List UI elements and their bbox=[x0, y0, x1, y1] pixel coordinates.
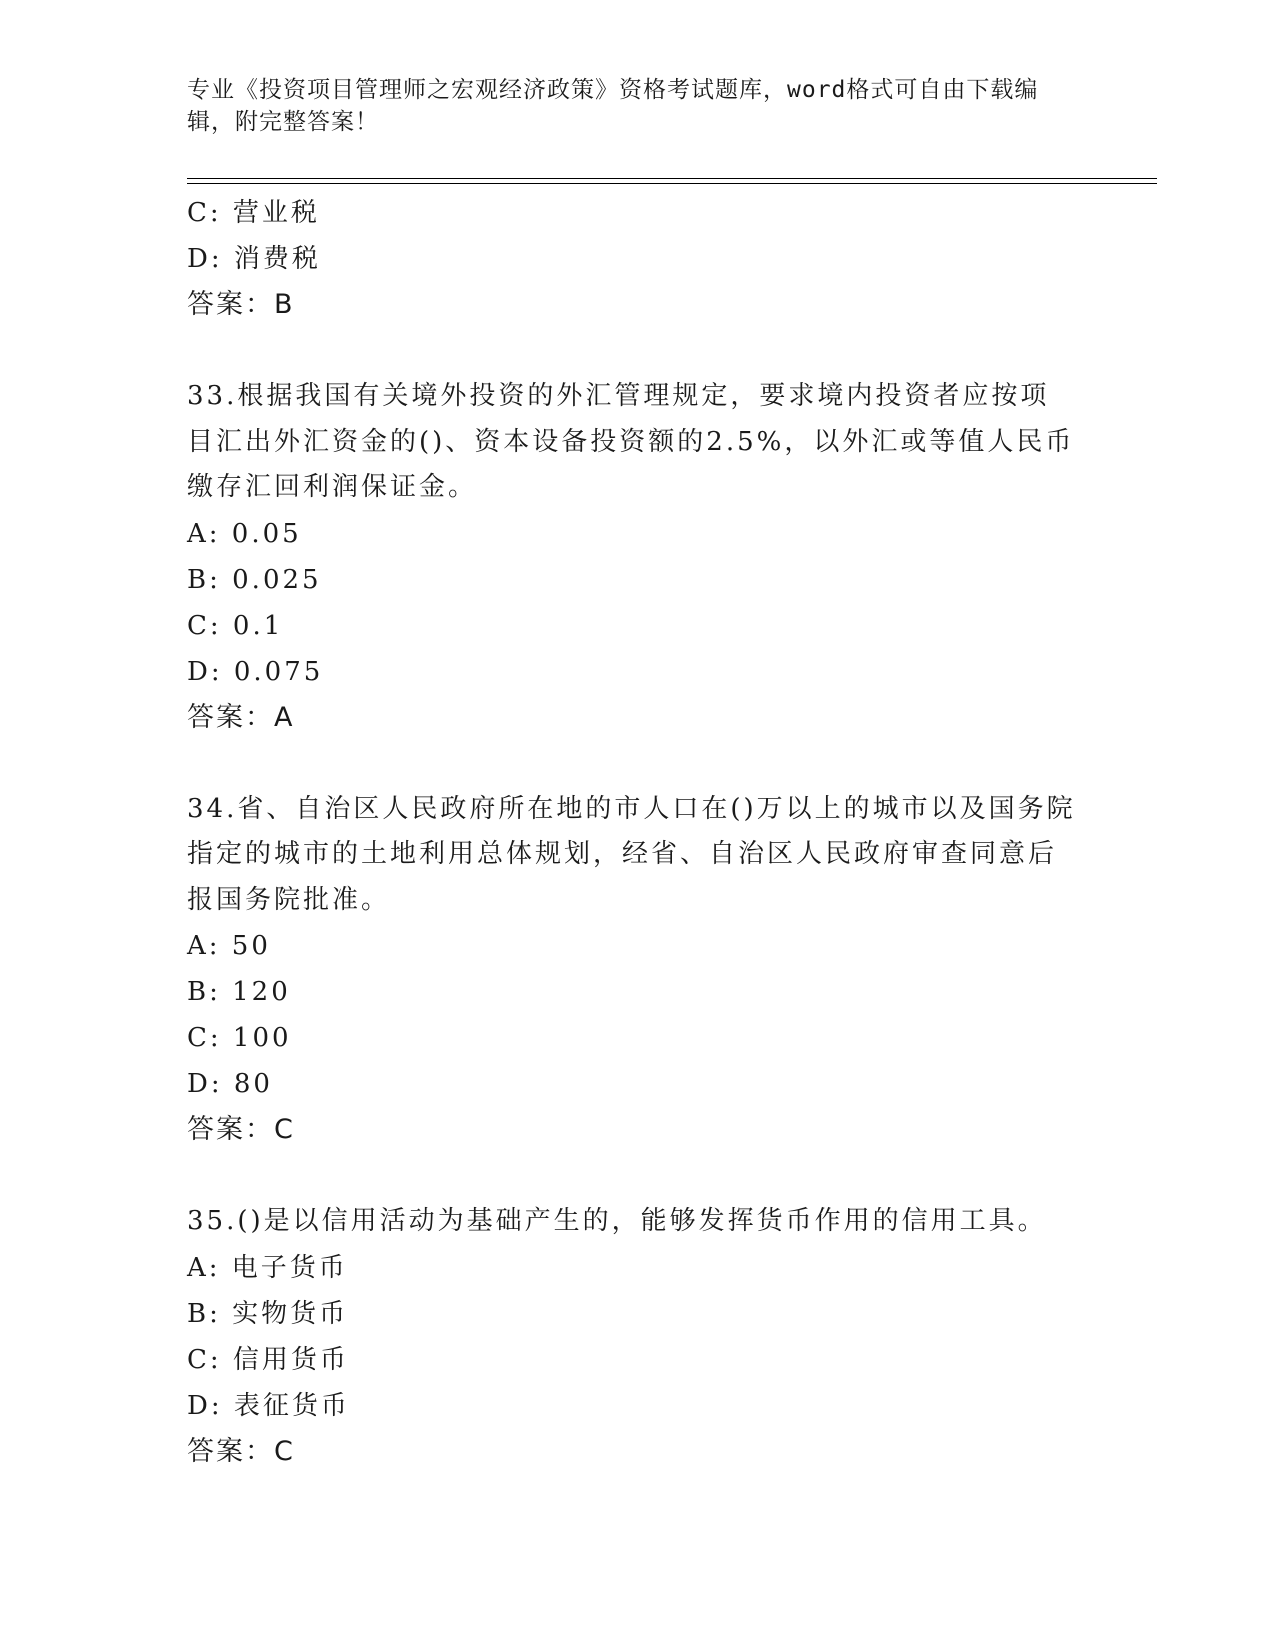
option-c: C: 信用货币 bbox=[187, 1344, 349, 1375]
answer-label: 答案：C bbox=[187, 1114, 295, 1145]
option-d: D: 0.075 bbox=[187, 656, 324, 687]
header-divider-top bbox=[187, 178, 1157, 179]
option-b: B: 0.025 bbox=[187, 564, 322, 595]
option-d: D: 80 bbox=[187, 1069, 273, 1099]
answer-label: 答案：C bbox=[187, 1435, 295, 1467]
option-c: C: 0.1 bbox=[187, 610, 284, 641]
option-b: B: 实物货币 bbox=[187, 1298, 349, 1329]
question-stem: 35.()是以信用活动为基础产生的，能够发挥货币作用的信用工具。 bbox=[187, 1206, 1047, 1236]
answer-label: 答案：B bbox=[187, 289, 295, 320]
question-stem: 34.省、自治区人民政府所在地的市人口在()万以上的城市以及国务院指定的城市的土地利用总体规划，经省、自治区人民政府审查同意后报国务院批准。 bbox=[187, 793, 1076, 915]
question-list bbox=[187, 190, 1077, 1475]
option-d: D: 消费税 bbox=[187, 244, 321, 274]
answer-label: 答案：A bbox=[187, 701, 295, 733]
spacer bbox=[187, 741, 1077, 787]
option-a: A: 0.05 bbox=[187, 518, 302, 549]
option-a: A: 50 bbox=[187, 931, 271, 961]
option-d: D: 表征货币 bbox=[187, 1390, 350, 1421]
document-page bbox=[187, 0, 1157, 1650]
spacer bbox=[187, 1153, 1077, 1199]
option-b: B: 120 bbox=[187, 977, 291, 1007]
option-a: A: 电子货币 bbox=[187, 1252, 348, 1283]
question-stem: 33.根据我国有关境外投资的外汇管理规定，要求境内投资者应按项目汇出外汇资金的()、资本设备投资额的2.5%，以外汇或等值人民币缴存汇回利润保证金。 bbox=[187, 381, 1075, 502]
header-divider-bottom bbox=[187, 183, 1157, 184]
option-c: C: 营业税 bbox=[187, 198, 320, 228]
spacer bbox=[187, 328, 1077, 374]
page-header: 专业《投资项目管理师之宏观经济政策》资格考试题库，word格式可自由下载编辑，附完整答案！ bbox=[187, 77, 1039, 135]
option-c: C: 100 bbox=[187, 1023, 292, 1053]
